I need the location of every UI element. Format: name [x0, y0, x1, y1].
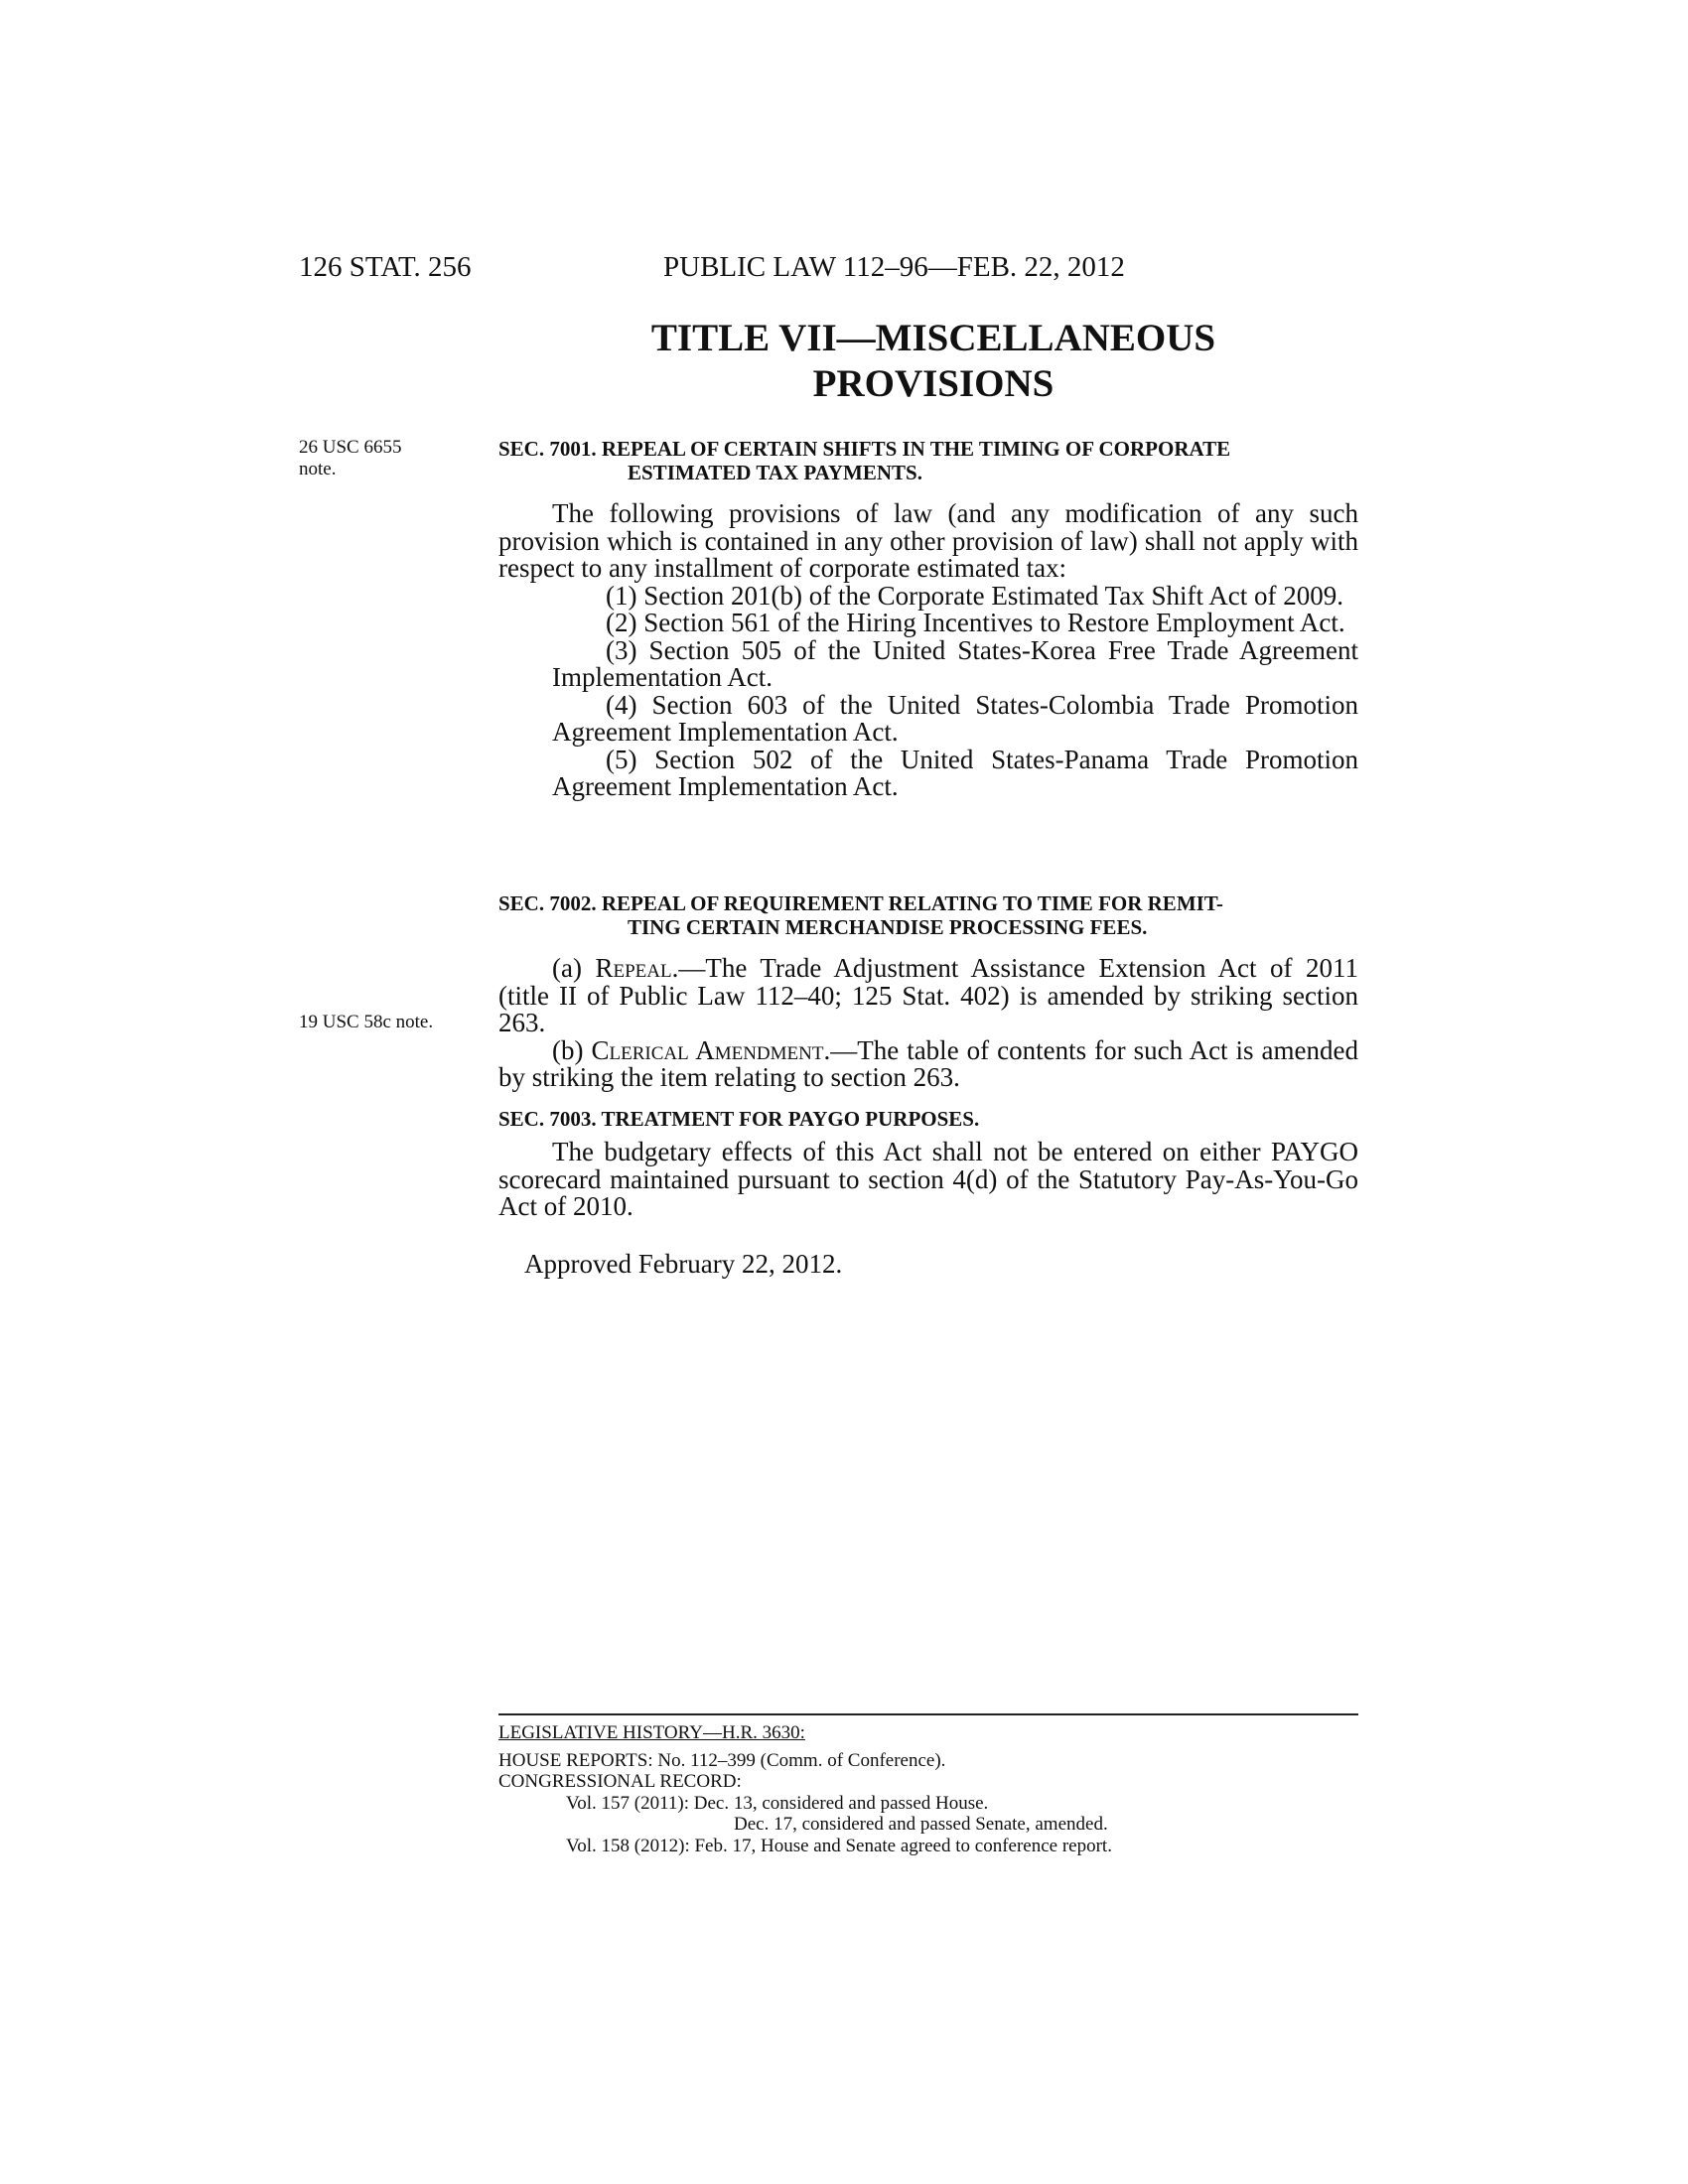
- list-item: (3) Section 505 of the United States-Korea Free Trade Agreement Implementation Act.: [552, 634, 1358, 692]
- subsection-caption: Clerical Amendment: [591, 1034, 824, 1065]
- subsection-caption: Repeal: [595, 953, 672, 983]
- section-heading-line-2: ESTIMATED TAX PAYMENTS.: [628, 461, 922, 484]
- margin-note-sec-7002: 19 USC 58c note.: [299, 1012, 434, 1032]
- section-7002-heading: [498, 891, 1372, 939]
- history-entry: Vol. 158 (2012): Feb. 17, House and Senate agreed to conference report.: [566, 1835, 1112, 1856]
- subsection-b: (b) Clerical Amendment.—The table of contents for such Act is amended by striking the item relating to section 263.: [498, 1034, 1359, 1092]
- list-item: (4) Section 603 of the United States-Colombia Trade Promotion Agreement Implementation Act.: [552, 689, 1358, 747]
- history-heading: LEGISLATIVE HISTORY—H.R. 3630:: [498, 1722, 805, 1743]
- section-7003-body: [498, 1139, 1358, 1221]
- house-reports: HOUSE REPORTS: No. 112–399 (Comm. of Conference).: [498, 1749, 946, 1771]
- approval-date: Approved February 22, 2012.: [524, 1249, 843, 1279]
- subsection-a: (a) Repeal.—The Trade Adjustment Assistance Extension Act of 2011 (title II of Public Law 112–40; 125 Stat. 402) is amended by striking section 263.: [498, 953, 1359, 1037]
- section-heading-line-1: SEC. 7002. REPEAL OF REQUIREMENT RELATING TO TIME FOR REMIT-: [498, 891, 1223, 915]
- running-head: PUBLIC LAW 112–96—FEB. 22, 2012: [663, 251, 1125, 283]
- legislative-history: [498, 1722, 1358, 1856]
- section-7003-heading: SEC. 7003. TREATMENT FOR PAYGO PURPOSES.: [498, 1107, 980, 1131]
- list-item: (5) Section 502 of the United States-Panama Trade Promotion Agreement Implementation Act.: [552, 744, 1358, 801]
- section-7001-body: [498, 500, 1358, 801]
- stat-page-number: 126 STAT. 256: [299, 251, 472, 283]
- section-7001-intro: The following provisions of law (and any modification of any such provision which is contained in any other provision of law) shall not apply with respect to any installment of corporate estimated tax:: [498, 498, 1358, 583]
- section-7002-body: [498, 955, 1358, 1092]
- section-heading-line-2: TING CERTAIN MERCHANDISE PROCESSING FEES.: [628, 915, 1148, 939]
- title-line-1: TITLE VII—MISCELLANEOUS: [650, 317, 1216, 359]
- congressional-record: CONGRESSIONAL RECORD:: [498, 1771, 742, 1792]
- section-7003-text: The budgetary effects of this Act shall not be entered on either PAYGO scorecard maintained pursuant to section 4(d) of the Statutory Pay-As-You-Go Act of 2010.: [498, 1137, 1358, 1221]
- history-entry: Dec. 17, considered and passed Senate, amended.: [734, 1814, 1108, 1835]
- list-item: (1) Section 201(b) of the Corporate Estimated Tax Shift Act of 2009.: [606, 580, 1343, 611]
- margin-note-sec-7001: 26 USC 6655 note.: [299, 437, 402, 479]
- history-rule: [498, 1713, 1358, 1715]
- section-7001-heading: [498, 437, 1372, 484]
- title-line-2: PROVISIONS: [812, 362, 1055, 405]
- section-heading-line-1: SEC. 7001. REPEAL OF CERTAIN SHIFTS IN THE TIMING OF CORPORATE: [498, 437, 1231, 461]
- list-item: (2) Section 561 of the Hiring Incentives to Restore Employment Act.: [606, 608, 1345, 637]
- page-title: [496, 316, 1370, 407]
- history-entry: Vol. 157 (2011): Dec. 13, considered and passed House.: [566, 1792, 989, 1814]
